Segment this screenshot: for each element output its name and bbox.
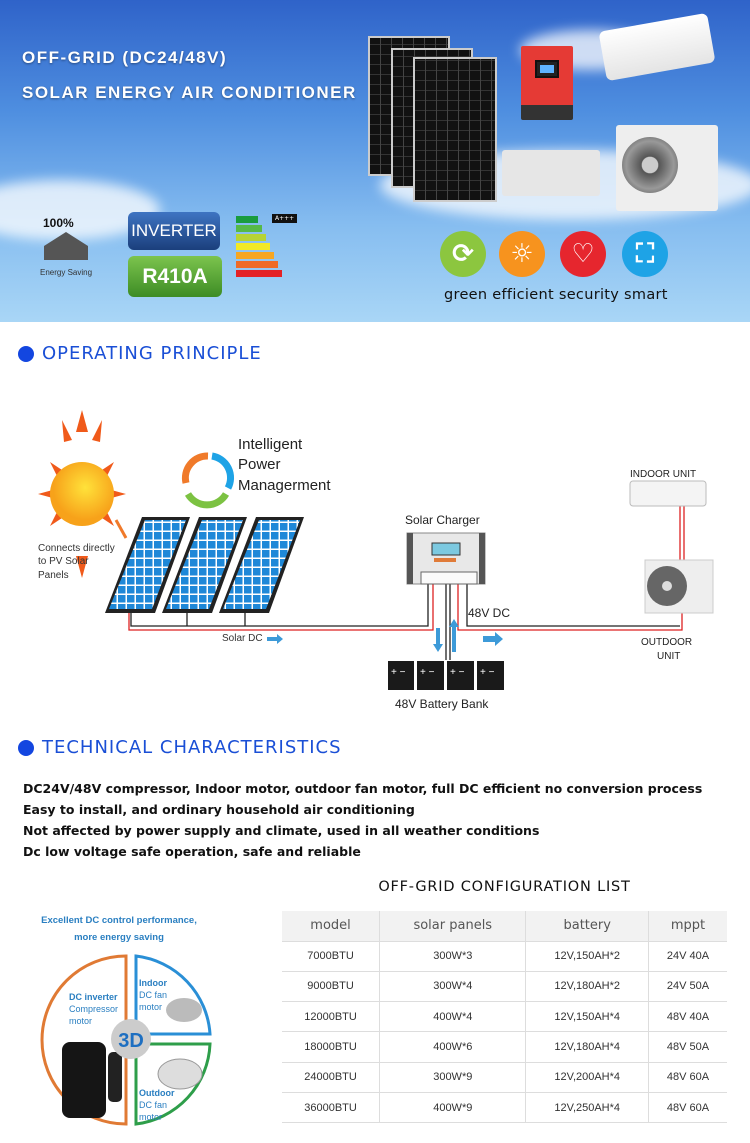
dc48-label: 48V DC bbox=[468, 606, 511, 620]
cell-mppt: 48V 50A bbox=[648, 1032, 727, 1062]
cell-model: 9000BTU bbox=[282, 971, 380, 1001]
solar-charger-device bbox=[407, 533, 485, 584]
features-caption: green efficient security smart bbox=[444, 287, 668, 303]
operating-principle-heading bbox=[18, 343, 262, 364]
tech-point: Easy to install, and ordinary household air conditioning bbox=[23, 802, 415, 817]
system-diagram bbox=[0, 400, 750, 720]
arrow-icon bbox=[116, 520, 126, 538]
cell-solar-panels: 400W*9 bbox=[380, 1092, 526, 1122]
heading-text: TECHNICAL CHARACTERISTICS bbox=[42, 737, 342, 758]
tech-point: Dc low voltage safe operation, safe and reliable bbox=[23, 844, 361, 859]
outdoor-motor-image bbox=[158, 1059, 202, 1089]
cell-model: 12000BTU bbox=[282, 1002, 380, 1032]
indoor-motor-label: motor bbox=[139, 1002, 163, 1012]
energy-class-tag: A+++ bbox=[272, 214, 297, 223]
cell-battery: 12V,180AH*4 bbox=[526, 1032, 649, 1062]
svg-text:+ −: + − bbox=[450, 667, 465, 678]
svg-text:+ −: + − bbox=[480, 667, 495, 678]
ipm-line2: Power bbox=[238, 456, 281, 473]
cell-solar-panels: 300W*9 bbox=[380, 1062, 526, 1092]
indoor-motor-image bbox=[166, 998, 202, 1022]
solar-charger-label: Solar Charger bbox=[405, 513, 480, 527]
col-battery: battery bbox=[526, 911, 649, 941]
indoor-motor-label: Indoor bbox=[139, 978, 167, 988]
svg-text:+ −: + − bbox=[420, 667, 435, 678]
cell-mppt: 24V 50A bbox=[648, 971, 727, 1001]
pv-note-line1: Connects directly bbox=[38, 543, 115, 554]
hero-banner bbox=[0, 0, 750, 322]
col-mppt: mppt bbox=[648, 911, 727, 941]
compressor-label: motor bbox=[69, 1016, 93, 1026]
cell-solar-panels: 300W*3 bbox=[380, 941, 526, 971]
cell-solar-panels: 400W*6 bbox=[380, 1032, 526, 1062]
energy-saving-badge bbox=[40, 208, 110, 288]
svg-text:+ −: + − bbox=[391, 667, 406, 678]
outdoor-unit-label1: OUTDOOR bbox=[641, 637, 693, 648]
tech-point: DC24V/48V compressor, Indoor motor, outdoor fan motor, full DC efficient no conversion process bbox=[23, 781, 703, 796]
table-row bbox=[282, 941, 727, 971]
battery-bank bbox=[388, 661, 504, 690]
energy-saving-label: Energy Saving bbox=[40, 268, 93, 277]
pv-note-line3: Panels bbox=[38, 570, 69, 581]
dc-motor-graphic bbox=[14, 952, 224, 1132]
indoor-unit-label: INDOOR UNIT bbox=[630, 469, 697, 480]
banner-title-line1: OFF-GRID (DC24/48V) bbox=[22, 48, 228, 67]
outdoor-unit-image bbox=[616, 125, 718, 211]
cell-solar-panels: 300W*4 bbox=[380, 971, 526, 1001]
heading-text: OPERATING PRINCIPLE bbox=[42, 343, 262, 364]
cell-battery: 12V,150AH*2 bbox=[526, 941, 649, 971]
pv-note-line2: to PV Solar bbox=[38, 556, 89, 567]
technical-characteristics-heading bbox=[18, 737, 342, 758]
outdoor-motor-label: Outdoor bbox=[139, 1088, 175, 1098]
indoor-unit-image bbox=[598, 13, 715, 81]
cell-model: 36000BTU bbox=[282, 1092, 380, 1122]
inverter-badge: INVERTER bbox=[128, 212, 220, 250]
table-row bbox=[282, 1092, 727, 1122]
motor-caption bbox=[14, 912, 224, 946]
charge-controller-image bbox=[521, 46, 573, 120]
indoor-unit-diagram bbox=[630, 481, 706, 506]
table-row bbox=[282, 1032, 727, 1062]
compressor-label: DC inverter bbox=[69, 992, 118, 1002]
cell-mppt: 24V 40A bbox=[648, 941, 727, 971]
motor-caption-line1: Excellent DC control performance, bbox=[41, 915, 197, 926]
recycle-icon: ⟳ bbox=[440, 231, 486, 277]
cell-model: 24000BTU bbox=[282, 1062, 380, 1092]
battery-image bbox=[502, 150, 600, 196]
solar-panels-diagram bbox=[105, 517, 304, 613]
solar-dc-label: Solar DC bbox=[222, 633, 263, 644]
table-row bbox=[282, 971, 727, 1001]
outdoor-motor-label: DC fan bbox=[139, 1100, 168, 1110]
scan-frame-icon: ⛶ bbox=[622, 231, 668, 277]
cell-battery: 12V,150AH*4 bbox=[526, 1002, 649, 1032]
table-header-row bbox=[282, 911, 727, 941]
cell-battery: 12V,200AH*4 bbox=[526, 1062, 649, 1092]
motor-caption-line2: more energy saving bbox=[74, 932, 164, 943]
col-solar-panels: solar panels bbox=[380, 911, 526, 941]
outdoor-unit-diagram bbox=[645, 560, 713, 613]
energy-saving-percent: 100% bbox=[43, 216, 74, 230]
compressor-image bbox=[62, 1042, 106, 1118]
cell-solar-panels: 400W*4 bbox=[380, 1002, 526, 1032]
house-icon bbox=[44, 232, 88, 260]
cell-battery: 12V,250AH*4 bbox=[526, 1092, 649, 1122]
indoor-motor-label: DC fan bbox=[139, 990, 168, 1000]
cell-mppt: 48V 60A bbox=[648, 1062, 727, 1092]
center-3d-label: 3D bbox=[118, 1030, 144, 1052]
cycle-arrows-icon bbox=[185, 456, 230, 505]
heart-icon: ♡ bbox=[560, 231, 606, 277]
sun-icon: ☼ bbox=[499, 231, 545, 277]
banner-title-line2: SOLAR ENERGY AIR CONDITIONER bbox=[22, 83, 357, 102]
solar-panel-image bbox=[413, 57, 497, 202]
config-table bbox=[282, 911, 727, 1123]
tech-point: Not affected by power supply and climate, used in all weather conditions bbox=[23, 823, 540, 838]
energy-label-chart bbox=[236, 216, 296, 276]
cell-model: 18000BTU bbox=[282, 1032, 380, 1062]
compressor-label: Compressor bbox=[69, 1004, 119, 1014]
cell-model: 7000BTU bbox=[282, 941, 380, 971]
config-list-title: OFF-GRID CONFIGURATION LIST bbox=[378, 879, 631, 895]
outdoor-unit-label2: UNIT bbox=[657, 651, 681, 662]
cell-mppt: 48V 40A bbox=[648, 1002, 727, 1032]
cell-mppt: 48V 60A bbox=[648, 1092, 727, 1122]
battery-bank-label: 48V Battery Bank bbox=[395, 697, 489, 711]
ipm-line1: Intelligent bbox=[238, 436, 303, 453]
outdoor-motor-label: motor bbox=[139, 1112, 163, 1122]
bullet-dot bbox=[18, 740, 34, 756]
cell-battery: 12V,180AH*2 bbox=[526, 971, 649, 1001]
table-row bbox=[282, 1062, 727, 1092]
bullet-dot bbox=[18, 346, 34, 362]
table-row bbox=[282, 1002, 727, 1032]
col-model: model bbox=[282, 911, 380, 941]
r410a-badge: R410A bbox=[128, 256, 222, 297]
ipm-line3: Managerment bbox=[238, 477, 331, 494]
